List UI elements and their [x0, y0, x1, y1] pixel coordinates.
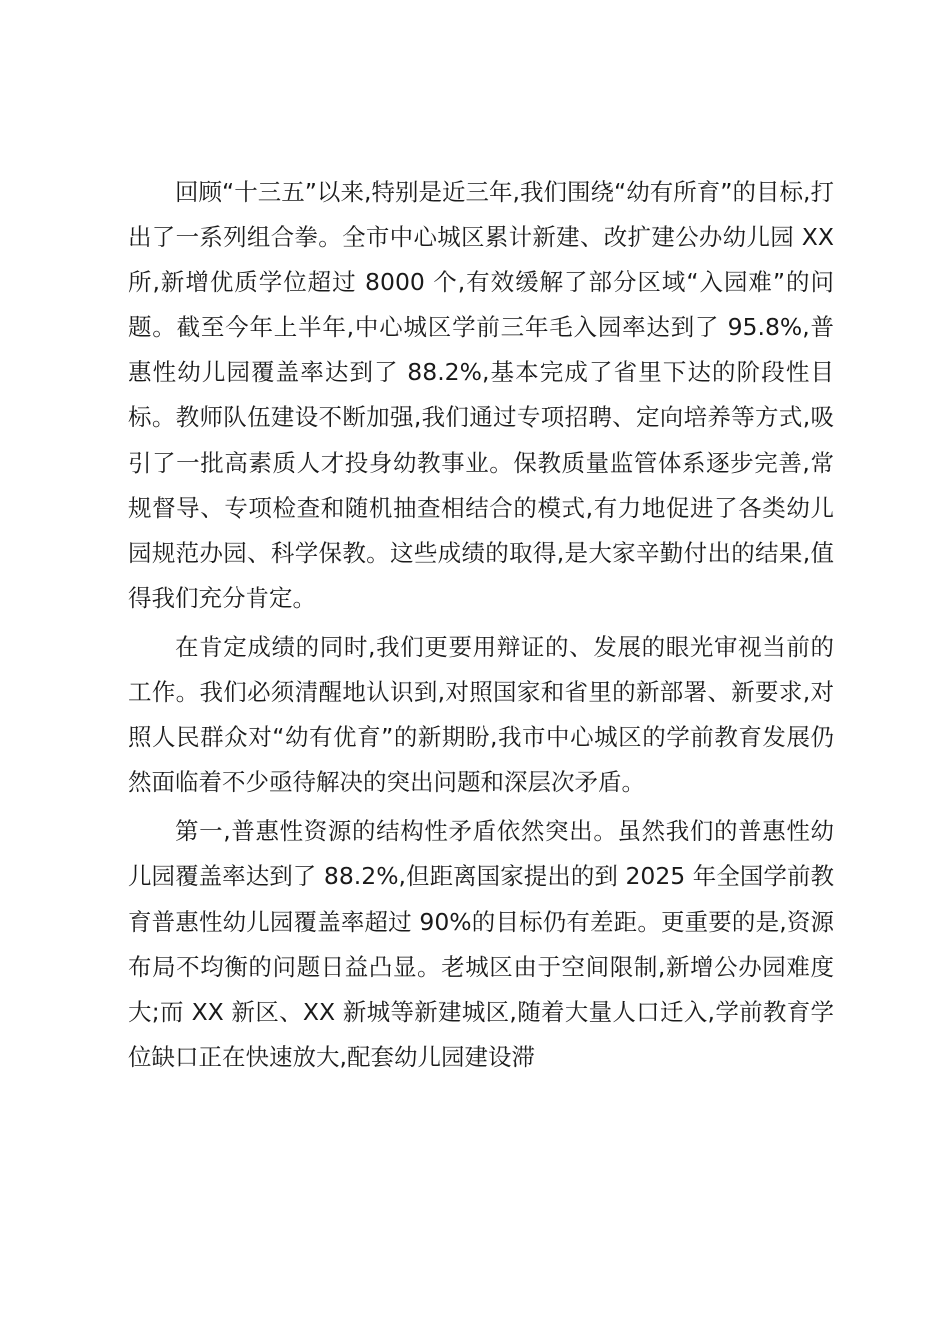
document-body — [128, 170, 834, 1084]
paragraph-reflection: 在肯定成绩的同时,我们更要用辩证的、发展的眼光审视当前的工作。我们必须清醒地认识到,对照国家和省里的新部署、新要求,对照人民群众对“幼有优育”的新期盼,我市中心城区的学前教育发展仍然面临着不少亟待解决的突出问题和深层次矛盾。 — [128, 632, 834, 797]
paragraph-achievements: 回顾“十三五”以来,特别是近三年,我们围绕“幼有所育”的目标,打出了一系列组合拳。全市中心城区累计新建、改扩建公办幼儿园 XX 所,新增优质学位超过 8000 个,有效缓解了部分区域“入园难”的问题。截至今年上半年,中心城区学前三年毛入园率达到了 95.8%,普惠性幼儿园覆盖率达到了 88.2%,基本完成了省里下达的阶段性目标。教师队伍建设不断加强,我们通过专项招聘、定向培养等方式,吸引了一批高素质人才投身幼教事业。保教质量监管体系逐步完善,常规督导、专项检查和随机抽查相结合的模式,有力地促进了各类幼儿园规范办园、科学保教。这些成绩的取得,是大家辛勤付出的结果,值得我们充分肯定。 — [128, 178, 834, 612]
paragraph-problem-one: 第一,普惠性资源的结构性矛盾依然突出。虽然我们的普惠性幼儿园覆盖率达到了 88.2%,但距离国家提出的到 2025 年全国学前教育普惠性幼儿园覆盖率超过 90%的目标仍有差距。更重要的是,资源布局不均衡的问题日益凸显。老城区由于空间限制,新增公办园难度大;而 XX 新区、XX 新城等新建城区,随着大量人口迁入,学前教育学位缺口正在快速放大,配套幼儿园建设滞 — [128, 817, 834, 1071]
